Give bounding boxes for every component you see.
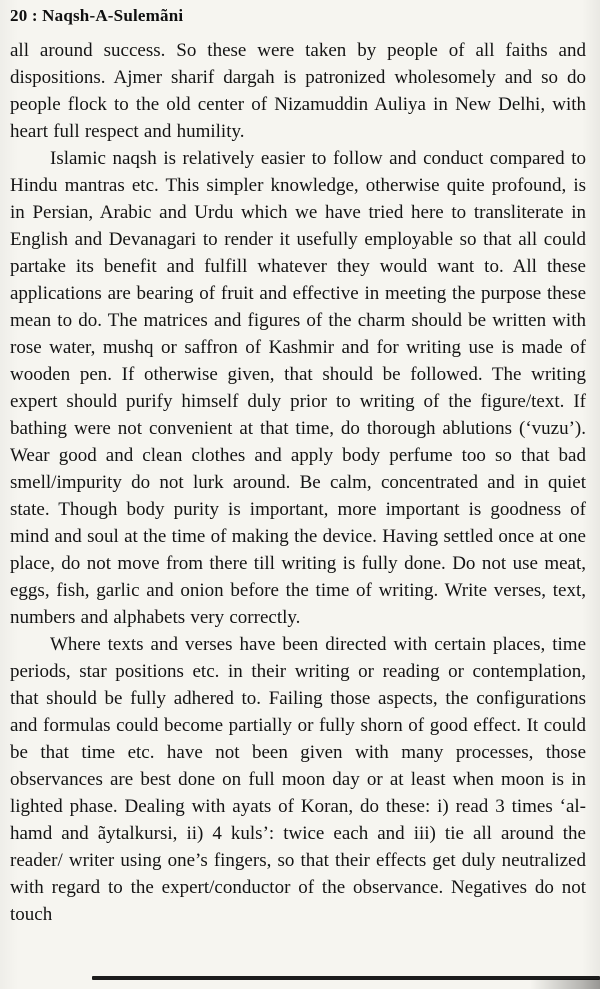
- scan-edge-artifact: [92, 976, 600, 980]
- paragraph-texts-and-verses: Where texts and verses have been directed with certain places, time periods, star positions etc. in their writing or reading or contemplation, that should be fully adhered to. Failing those aspects, the configurations and formulas could become partially or fully shorn of good effect. It could be that time etc. have not been given with many processes, those observances are best done on full moon day or at least when moon is in lighted phase. Dealing with ayats of Koran, do these: i) read 3 times ‘al-hamd and ãytalkursi, ii) 4 kuls’: twice each and iii) tie all around the reader/ writer using one’s fingers, so that their effects get duly neutralized with regard to the expert/conductor of the observance. Negatives do not touch: [10, 634, 586, 925]
- page-header: 20 : Naqsh-A-Sulemãni: [10, 6, 184, 25]
- scan-corner-shadow: [530, 979, 600, 989]
- paragraph-islamic-naqsh: Islamic naqsh is relatively easier to follow and conduct compared to Hindu mantras etc. This simpler knowledge, otherwise quite profound, is in Persian, Arabic and Urdu which we have tried here to transliterate in English and Devanagari to render it usefully employable so that all could partake its benefit and fulfill whatever they would want to. All these applications are bearing of fruit and effective in meeting the purpose these mean to do. The matrices and figures of the charm should be written with rose water, mushq or saffron of Kashmir and for writing use is made of wooden pen. If otherwise given, that should be followed. The writing expert should purify himself duly prior to writing of the figure/text. If bathing were not convenient at that time, do thorough ablutions (‘vuzu’). Wear good and clean clothes and apply body perfume too so that bad smell/impurity do not lurk around. Be calm, concentrated and in quiet state. Though body purity is important, more important is goodness of mind and soul at the time of making the device. Having settled once at one place, do not move from there till writing is fully done. Do not use meat, eggs, fish, garlic and onion before the time of writing. Write verses, text, numbers and alphabets very correctly.: [10, 148, 586, 628]
- paragraph-continuation: all around success. So these were taken by people of all faiths and dispositions. Ajmer sharif dargah is patronized wholesomely and so do people flock to the old center of Nizamuddin Auliya in New Delhi, with heart full respect and humility.: [10, 40, 586, 142]
